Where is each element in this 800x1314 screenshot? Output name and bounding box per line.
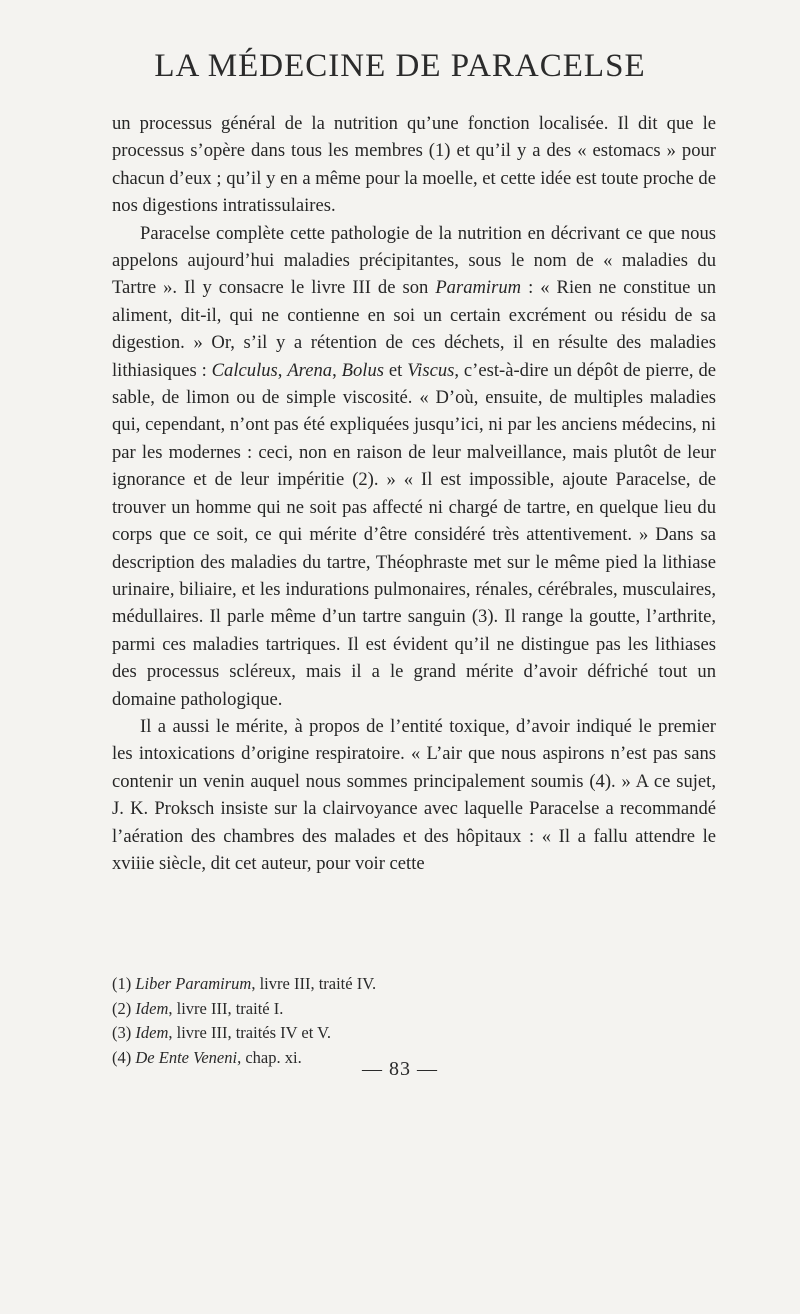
footnote-number: (1) (112, 974, 132, 993)
footnote-title: Idem (135, 998, 169, 1018)
footnotes (112, 972, 716, 1070)
body-text (112, 110, 716, 877)
footnote-number: (3) (112, 1023, 132, 1042)
paragraph-1: un processus général de la nutrition qu’une fonction localisée. Il dit que le processus s’opère dans tous les membres (1) et qu’il y a des « estomacs » pour chacun d’eux ; qu’il y en a même pour la moelle, et cette idée est toute proche de nos digestions intratissulaires. (112, 113, 716, 217)
footnote-3 (112, 1021, 716, 1046)
paragraph-3: Il a aussi le mérite, à propos de l’entité toxique, d’avoir indiqué le premier les intoxications d’origine respiratoire. « L’air que nous aspirons n’est pas sans contenir un venin auquel nous sommes principalement soumis (4). » A ce sujet, J. K. Proksch insiste sur la clairvoyance avec laquelle Paracelse a recommandé l’aération des chambres des malades et des hôpitaux : « Il a fallu attendre le xviiie siècle, dit cet auteur, pour voir cette (112, 715, 716, 874)
footnote-rest: , livre III, traité IV. (251, 974, 377, 993)
italic-term: Bolus (341, 359, 384, 381)
running-head: LA MÉDECINE DE PARACELSE (154, 48, 646, 84)
footnote-title: De Ente Veneni (135, 1047, 238, 1067)
italic-term: Calculus (211, 359, 278, 381)
footnote-2 (112, 997, 716, 1022)
paragraph-2: Paracelse complète cette pathologie de la nutrition en décrivant ce que nous appelons aujourd’hui maladies précipitantes, sous le nom de « maladies du Tartre ». Il y consacre le livre III de son Paramirum : « Rien ne constitue un aliment, dit-il, qui ne contienne en soi un certain excrément ou résidu de sa digestion. » Or, s’il y a rétention de ces déchets, il en résulte des maladies lithiasiques : Calculus, Arena, Bolus et Viscus, c’est-à-dire un dépôt de pierre, de sable, de limon ou de simple viscosité. « D’où, ensuite, de multiples maladies qui, cependant, n’ont pas été expliquées jusqu’ici, ni par les anciens médecins, ni par les modernes : ceci, non en raison de leur malveillance, mais plutôt de leur ignorance et de leur impéritie (2). » « Il est impossible, ajoute Paracelse, de trouver un homme qui ne soit pas affecté ni chargé de tartre, en quelque lieu du corps que ce soit, ce qui mérite d’être considéré très attentivement. » Dans sa description des maladies du tartre, Théophraste met sur le même pied la lithiase urinaire, biliaire, et les indurations pulmonaires, rénales, cérébrales, musculaires, médullaires. Il parle même d’un tartre sanguin (3). Il range la goutte, l’arthrite, parmi ces maladies tartriques. Il est évident qu’il ne distingue pas les lithiases des processus scléreux, mais il a le grand mérite d’avoir défriché tout un domaine pathologique. (112, 222, 717, 710)
footnote-number: (4) (112, 1047, 132, 1067)
italic-term: Paramirum (435, 277, 522, 299)
footnote-title: Idem (135, 1023, 169, 1042)
page-number: — 83 — (362, 1058, 438, 1080)
footnote-1 (112, 972, 716, 997)
footnote-rest: , livre III, traités IV et V. (168, 1023, 332, 1042)
footnote-number: (2) (112, 998, 132, 1018)
footnote-title: Liber Paramirum (135, 974, 252, 993)
italic-term: Arena (287, 359, 333, 381)
footnote-rest: , chap. xi. (237, 1047, 302, 1067)
italic-term: Viscus (407, 359, 455, 381)
footnote-rest: , livre III, traité I. (168, 998, 284, 1018)
